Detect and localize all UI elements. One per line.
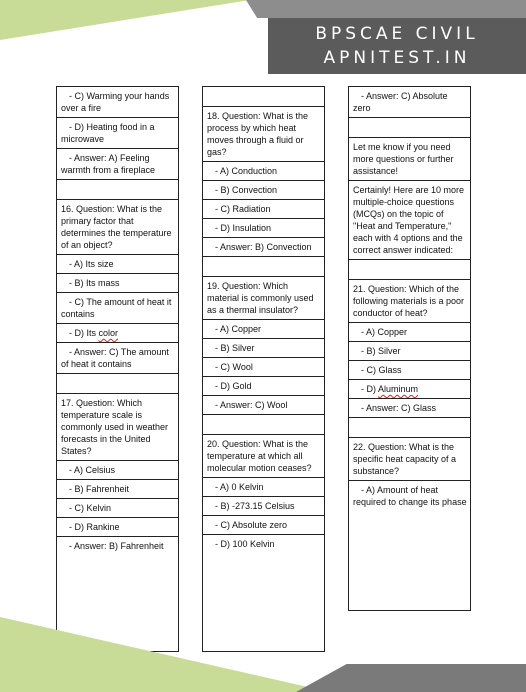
table-row: - Answer: C) Wool [203,396,324,415]
table-row: - Answer: A) Feeling warmth from a fireplace [57,149,178,180]
table-spacer-row [203,257,324,277]
table-row: - C) Wool [203,358,324,377]
table-spacer-row [203,415,324,435]
table-row: - D) 100 Kelvin [215,539,275,549]
header-title-line2: APNITEST.IN [323,48,471,68]
decor-green-corner-top [0,0,250,40]
table-row: 21. Question: Which of the following materials is a poor conductor of heat? [349,280,470,323]
table-row: - Answer: C) Glass [349,399,470,418]
table-row: 22. Question: What is the specific heat capacity of a substance? [349,438,470,481]
table-row [57,324,178,343]
table-row: 18. Question: What is the process by which heat moves through a fluid or gas? [203,107,324,162]
question-column-3 [348,86,471,611]
table-spacer-row [57,180,178,200]
question-column-2 [202,86,325,652]
table-spacer-row [349,260,470,280]
row-text-part: - D) Its [69,328,99,338]
table-row: - A) Conduction [203,162,324,181]
table-row: - Answer: C) Absolute zero [349,87,470,118]
spellcheck-word: color [98,328,119,338]
table-row: - Answer: B) Convection [203,238,324,257]
table-row: - B) Silver [349,342,470,361]
decor-header-strip [246,0,526,18]
table-row: - D) Heating food in a microwave [57,118,178,149]
table-row: - B) Silver [203,339,324,358]
table-row: - B) Fahrenheit [57,480,178,499]
table-row: - A) Amount of heat required to change its phase [353,485,467,507]
table-row: - A) Copper [203,320,324,339]
table-spacer-row [203,87,324,107]
table-row: - B) Its mass [57,274,178,293]
table-row: - Answer: B) Fahrenheit [69,541,164,551]
table-row: 19. Question: Which material is commonly used as a thermal insulator? [203,277,324,320]
table-row: Certainly! Here are 10 more multiple-choice questions (MCQs) on the topic of "Heat and Temperature," each with 4 options and the correct answer indicated: [349,181,470,260]
table-row: - C) Radiation [203,200,324,219]
header-title-line1: BPSCAE CIVIL [315,24,479,44]
table-row: - C) The amount of heat it contains [57,293,178,324]
table-row: - A) Its size [57,255,178,274]
table-row [349,380,470,399]
table-row: 17. Question: Which temperature scale is commonly used in weather forecasts in the United States? [57,394,178,461]
page-header [268,18,526,74]
table-row: 16. Question: What is the primary factor that determines the temperature of an object? [57,200,178,255]
question-column-1 [56,86,179,652]
table-row: - B) Convection [203,181,324,200]
table-spacer-row [349,118,470,138]
table-row: 20. Question: What is the temperature at which all molecular motion ceases? [203,435,324,478]
table-row: - A) 0 Kelvin [203,478,324,497]
table-row: - D) Insulation [203,219,324,238]
table-row: - A) Celsius [57,461,178,480]
table-row: Let me know if you need more questions or further assistance! [349,138,470,181]
table-row: - C) Warming your hands over a fire [57,87,178,118]
table-row: - D) Rankine [57,518,178,537]
table-row: - D) Gold [203,377,324,396]
table-row: - Answer: C) The amount of heat it contains [57,343,178,374]
row-text-part: - D) [361,384,378,394]
table-row: - A) Copper [349,323,470,342]
table-spacer-row [349,418,470,438]
table-row: - C) Absolute zero [203,516,324,535]
table-row: - C) Kelvin [57,499,178,518]
spellcheck-word: Aluminum [378,384,419,394]
table-spacer-row [57,374,178,394]
table-row: - B) -273.15 Celsius [203,497,324,516]
decor-gray-band-bottom [296,664,526,692]
table-row: - C) Glass [349,361,470,380]
decor-green-corner-bottom [0,617,330,692]
